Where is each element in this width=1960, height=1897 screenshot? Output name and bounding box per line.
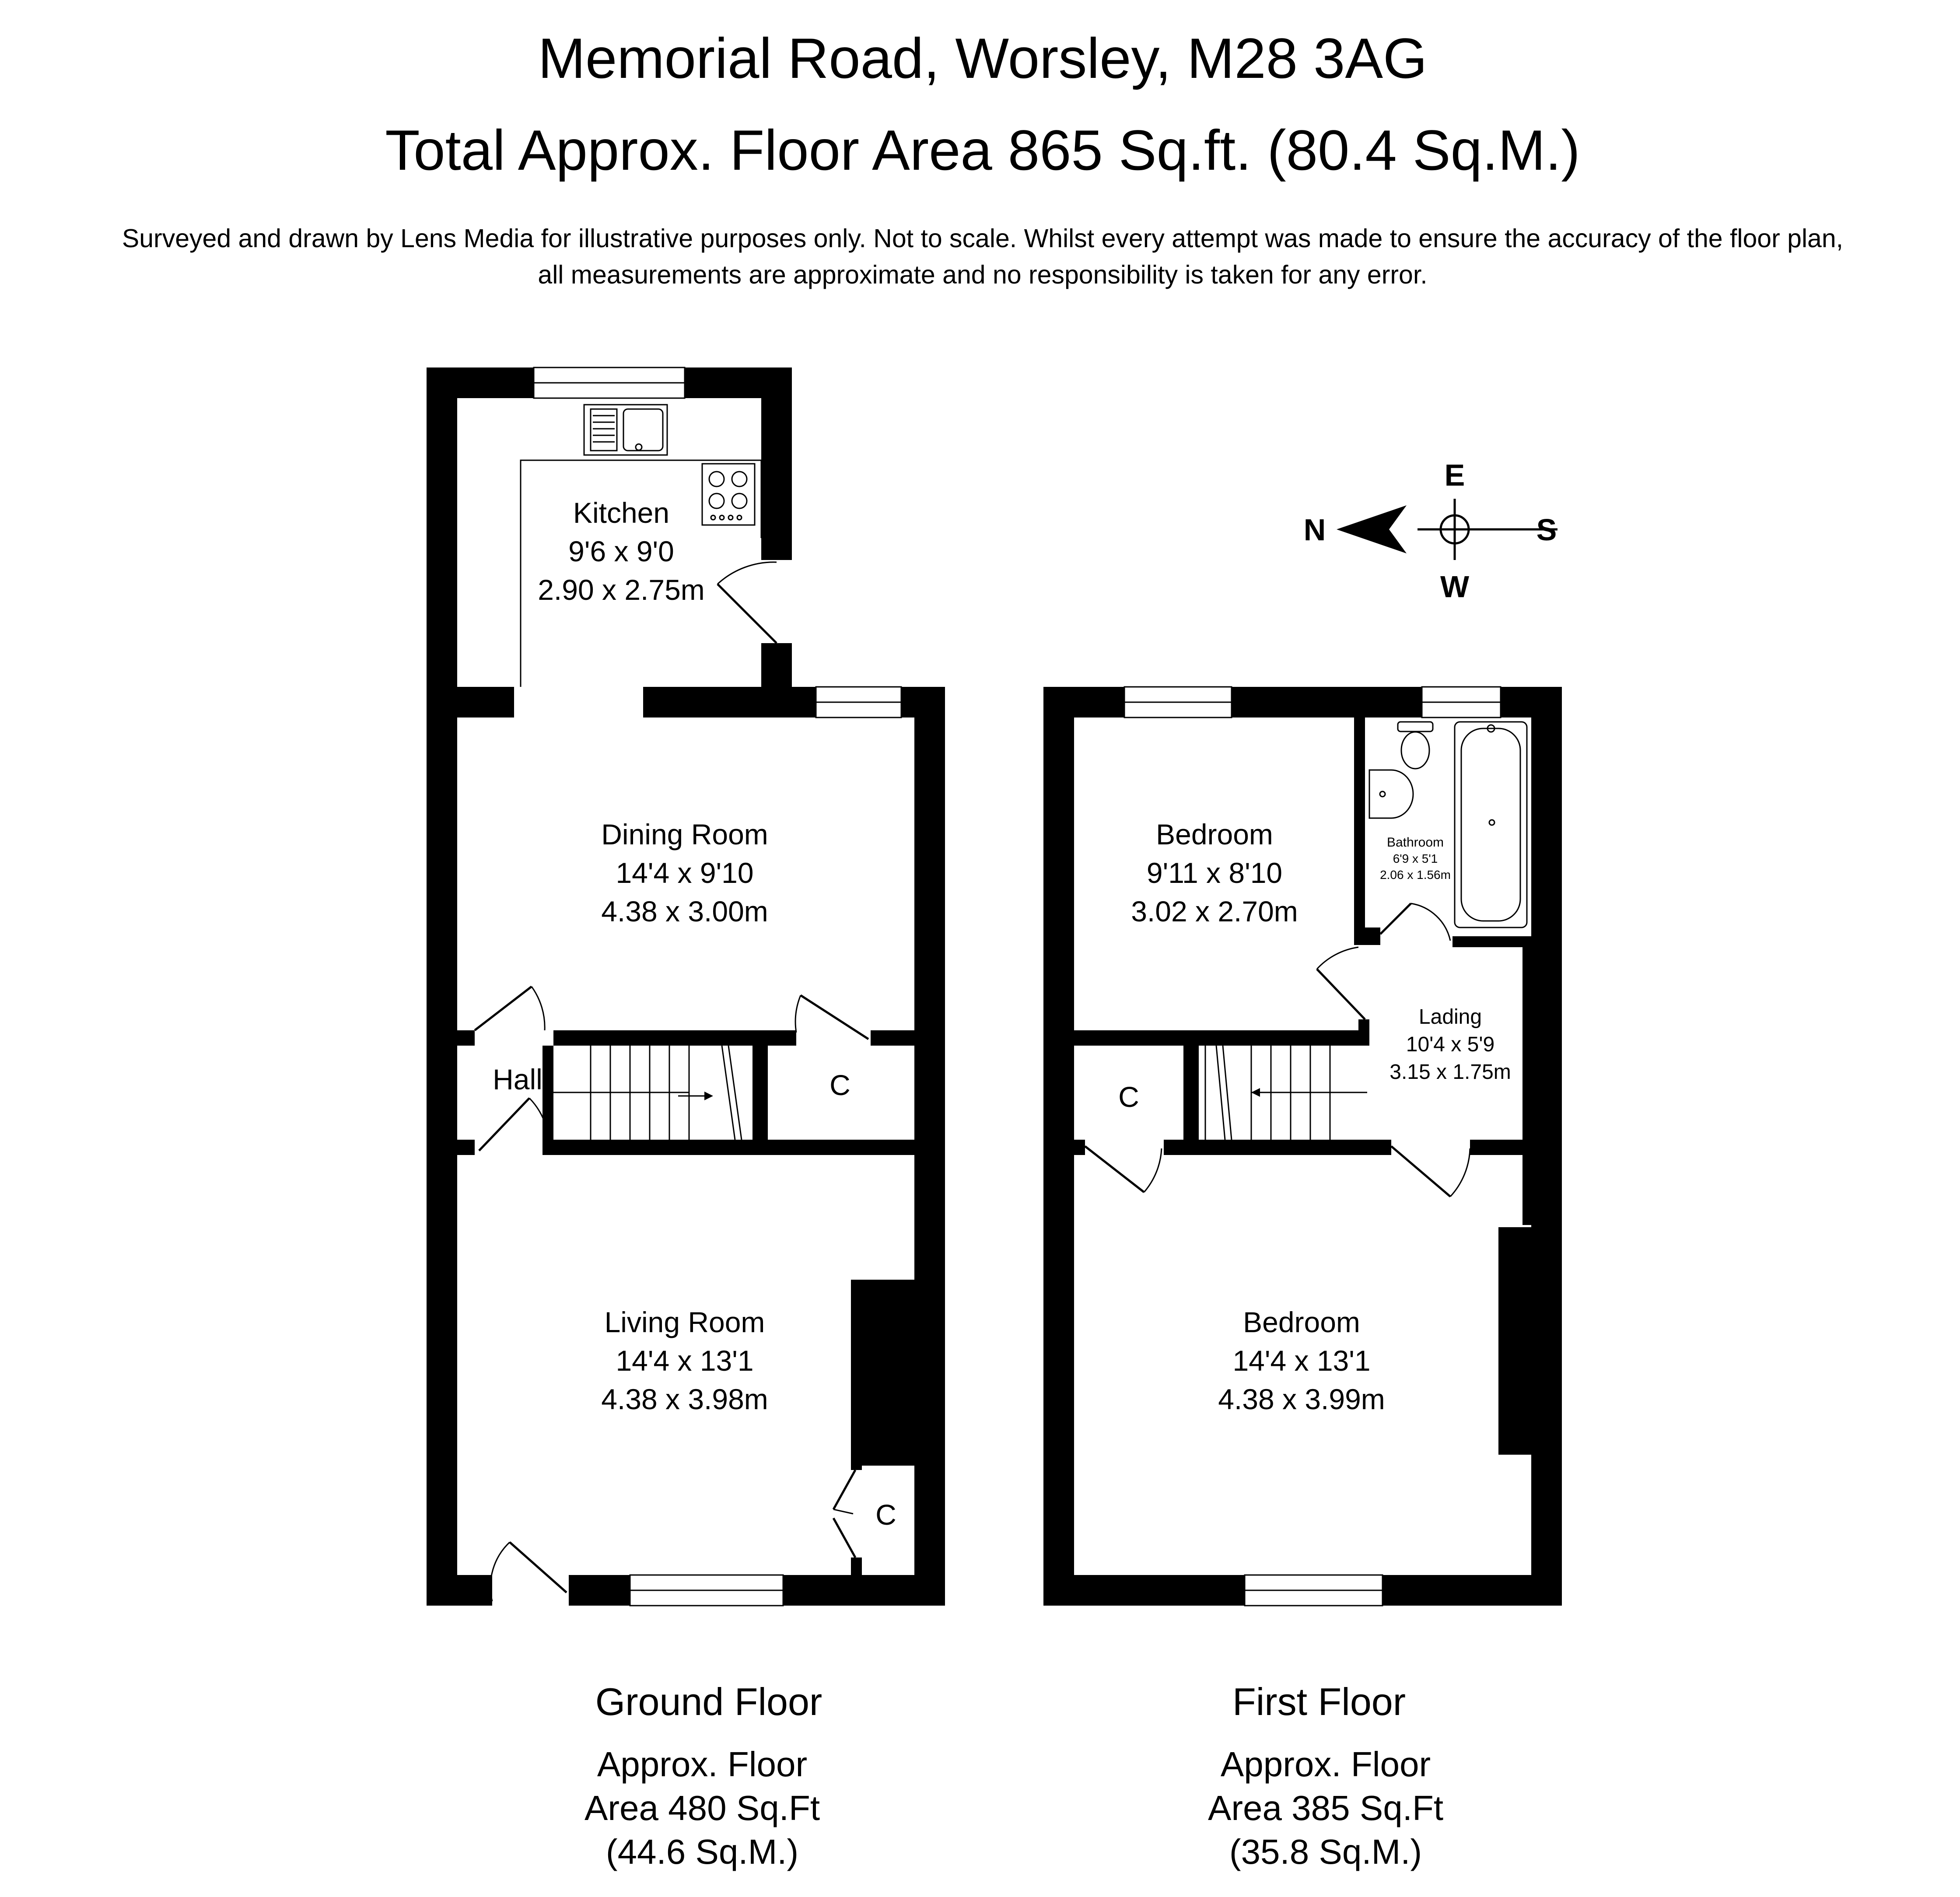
sink-icon	[584, 405, 667, 455]
toilet-icon	[1398, 722, 1433, 769]
wall	[752, 1046, 768, 1155]
ground-floor-area-line-2: Area 480 Sq.Ft	[584, 1788, 820, 1827]
hall-to-living-door[interactable]	[479, 1098, 549, 1151]
bathroom-label: Bathroom	[1386, 835, 1444, 850]
kitchen-label: Kitchen	[573, 497, 670, 529]
bedroom-2-size-metric: 4.38 x 3.99m	[1218, 1383, 1385, 1415]
dining-room-size-metric: 4.38 x 3.00m	[601, 895, 768, 928]
stairs-arrow-icon	[1251, 1088, 1260, 1097]
wall	[427, 1575, 492, 1606]
compass-icon	[1337, 499, 1558, 560]
living-cupboard-door[interactable]	[833, 1470, 855, 1558]
wall	[1452, 936, 1531, 947]
first-floor-title: First Floor	[1232, 1680, 1406, 1723]
kitchen-size-metric: 2.90 x 2.75m	[538, 574, 705, 606]
ground-floor-plan	[427, 368, 945, 1606]
compass-east: E	[1444, 458, 1465, 492]
wall	[1043, 1140, 1085, 1155]
hall-label: Hall	[493, 1063, 542, 1096]
wall	[1232, 687, 1422, 718]
bedroom-2-size-imperial: 14'4 x 13'1	[1232, 1344, 1371, 1377]
wall	[871, 1030, 945, 1046]
wall	[1358, 1019, 1369, 1046]
landing-size-metric: 3.15 x 1.75m	[1390, 1060, 1511, 1084]
wall	[851, 1558, 862, 1575]
wall	[1043, 1030, 1369, 1046]
wall	[1365, 928, 1380, 945]
wall	[553, 1140, 945, 1155]
bathroom-door[interactable]	[1380, 903, 1450, 941]
wall	[542, 1046, 553, 1155]
first-floor-area-line-2: Area 385 Sq.Ft	[1208, 1788, 1444, 1827]
compass-north: N	[1303, 513, 1326, 547]
kitchen-size-imperial: 9'6 x 9'0	[568, 535, 674, 567]
bedroom-1-size-metric: 3.02 x 2.70m	[1131, 895, 1298, 928]
ground-floor-area-line-1: Approx. Floor	[597, 1745, 808, 1784]
chimney-breast	[1498, 1227, 1531, 1455]
basin-icon	[1369, 770, 1413, 818]
bedroom-1-label: Bedroom	[1156, 818, 1273, 850]
living-room-label: Living Room	[604, 1306, 765, 1338]
front-door[interactable]	[490, 1542, 567, 1601]
bedroom-1-door[interactable]	[1317, 947, 1365, 1019]
first-stairs	[1205, 1046, 1367, 1140]
ground-stairs	[553, 1046, 742, 1140]
bath-icon	[1455, 722, 1527, 928]
wall	[1354, 718, 1365, 945]
chimney-breast	[851, 1280, 914, 1466]
living-cupboard-label: C	[875, 1498, 896, 1531]
bathroom-size-metric: 2.06 x 1.56m	[1380, 868, 1451, 882]
wall	[1382, 1575, 1562, 1606]
kitchen-door[interactable]	[718, 562, 777, 643]
wall	[427, 368, 457, 718]
bedroom-2-label: Bedroom	[1243, 1306, 1360, 1338]
wall	[553, 1030, 796, 1046]
wall	[851, 1457, 862, 1470]
ground-floor-area-line-3: (44.6 Sq.M.)	[606, 1832, 799, 1871]
wall	[1183, 1046, 1199, 1155]
total-floor-area: Total Approx. Floor Area 865 Sq.ft. (80.4 Sq.M.)	[385, 118, 1580, 182]
first-cupboard-door[interactable]	[1085, 1146, 1162, 1192]
hob-icon	[702, 464, 755, 525]
living-room-size-metric: 4.38 x 3.98m	[601, 1383, 768, 1415]
wall	[1043, 1575, 1245, 1606]
plan-title: Memorial Road, Worsley, M28 3AG	[538, 26, 1428, 90]
ground-floor-title: Ground Floor	[595, 1680, 822, 1723]
first-cupboard-label: C	[1118, 1081, 1139, 1113]
wall	[761, 368, 792, 560]
bedroom-1-size-imperial: 9'11 x 8'10	[1146, 857, 1283, 889]
landing-size-imperial: 10'4 x 5'9	[1406, 1033, 1495, 1056]
wall	[427, 1140, 475, 1155]
first-floor-area-line-3: (35.8 Sq.M.)	[1229, 1832, 1422, 1871]
first-floor-plan	[1043, 687, 1562, 1606]
living-room-size-imperial: 14'4 x 13'1	[616, 1344, 754, 1377]
wall	[1522, 941, 1531, 1155]
compass-west: W	[1440, 570, 1470, 604]
bedroom-2-door[interactable]	[1391, 1146, 1470, 1197]
dining-room-label: Dining Room	[601, 818, 768, 850]
cupboard-label: C	[830, 1069, 850, 1101]
stairs-arrow-icon	[704, 1092, 713, 1100]
hall-to-dining-door[interactable]	[475, 987, 545, 1030]
wall	[1522, 1155, 1531, 1225]
wall	[427, 1030, 475, 1046]
disclaimer-line-1: Surveyed and drawn by Lens Media for illustrative purposes only. Not to scale. Whilst every attempt was made to ensure the accuracy of the floor plan,	[122, 224, 1844, 253]
compass-south: S	[1536, 513, 1557, 547]
landing-label: Lading	[1418, 1005, 1482, 1029]
disclaimer-line-2: all measurements are approximate and no responsibility is taken for any error.	[538, 260, 1428, 289]
cupboard-door[interactable]	[795, 995, 868, 1039]
wall	[1470, 1140, 1562, 1155]
dining-room-size-imperial: 14'4 x 9'10	[616, 857, 754, 889]
bathroom-size-imperial: 6'9 x 5'1	[1393, 852, 1438, 865]
first-floor-area-line-1: Approx. Floor	[1220, 1745, 1431, 1784]
